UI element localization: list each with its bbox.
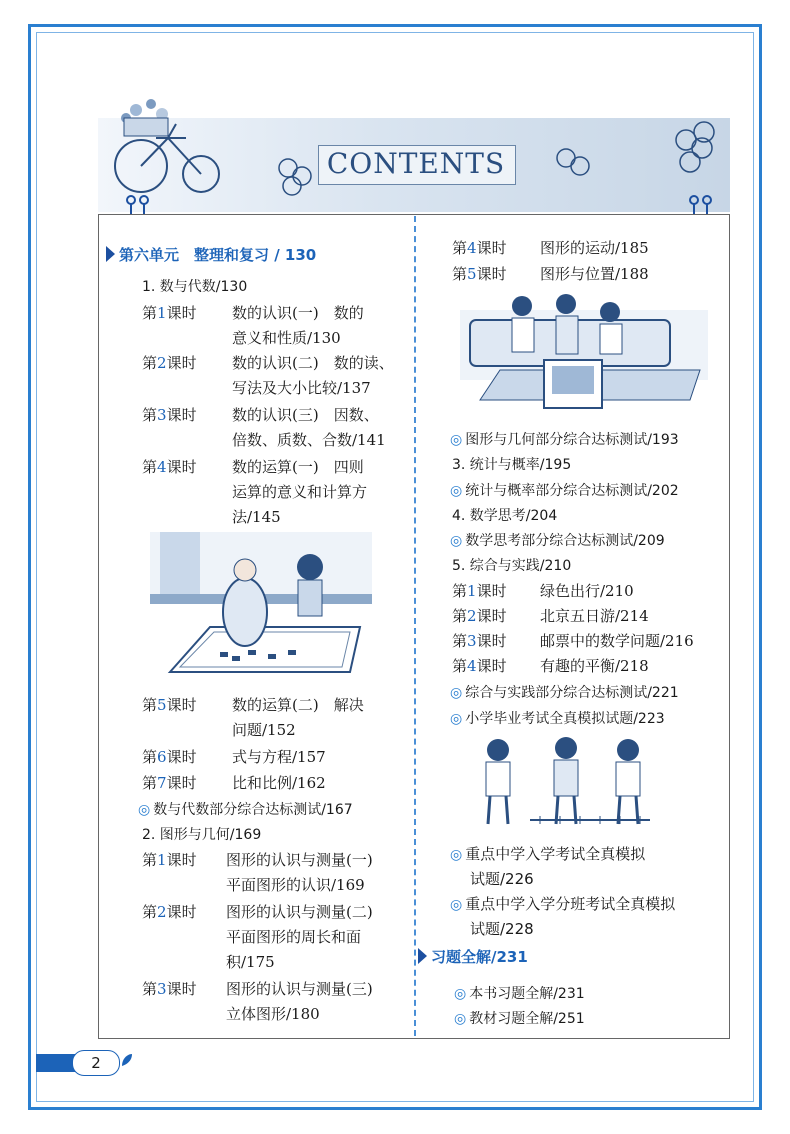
lesson-title: 图形与位置/188 (540, 265, 649, 283)
lesson-title: 图形的认识与测量(三) (226, 980, 373, 998)
target-icon: ◎ (454, 1011, 467, 1027)
test-entry-cont: 试题/226 (470, 870, 534, 888)
test-entry: ◎ 数与代数部分综合达标测试/167 (138, 802, 353, 818)
answer-entry: ◎ 教材习题全解/251 (454, 1011, 585, 1027)
lesson-title: 比和比例/162 (232, 774, 326, 792)
lesson-title: 平面图形的周长和面 (226, 928, 362, 946)
kids-measuring-illustration (470, 736, 656, 832)
lesson-title: 数的认识(三) 因数、 (232, 406, 379, 424)
section-heading: 3. 统计与概率/195 (452, 457, 572, 473)
lesson-title: 法/145 (232, 508, 281, 526)
section-heading: 5. 综合与实践/210 (452, 558, 572, 574)
lesson-title: 数的认识(二) 数的读、 (232, 354, 394, 372)
test-entry: ◎ 重点中学入学分班考试全真模拟 (450, 895, 676, 913)
page-number: 2 (72, 1050, 120, 1076)
lesson-entry: 第1课时 (142, 304, 197, 322)
lesson-title: 数的运算(一) 四则 (232, 458, 364, 476)
footer-bar (36, 1054, 76, 1072)
section-heading: 2. 图形与几何/169 (142, 827, 262, 843)
lesson-title: 图形的认识与测量(二) (226, 903, 373, 921)
lesson-title: 运算的意义和计算方 (232, 483, 368, 501)
lesson-entry: 第4课时 (452, 239, 507, 257)
lesson-title: 倍数、质数、合数/141 (232, 431, 386, 449)
lesson-entry: 第2课时 (142, 903, 197, 921)
section-heading: 4. 数学思考/204 (452, 508, 558, 524)
answer-entry: ◎ 本书习题全解/231 (454, 986, 585, 1002)
lesson-title: 有趣的平衡/218 (540, 657, 649, 675)
teacher-child-illustration (150, 532, 372, 680)
lesson-entry: 第4课时 (142, 458, 197, 476)
test-entry: ◎ 数学思考部分综合达标测试/209 (450, 533, 665, 549)
unit-heading: 第六单元 整理和复习 / 130 (106, 244, 316, 265)
lesson-entry: 第3课时 (142, 980, 197, 998)
target-icon: ◎ (450, 432, 463, 448)
target-icon: ◎ (450, 897, 463, 913)
target-icon: ◎ (450, 847, 463, 863)
lesson-title: 绿色出行/210 (540, 582, 634, 600)
lesson-title: 图形的运动/185 (540, 239, 649, 257)
lesson-title: 北京五日游/214 (540, 607, 649, 625)
lesson-title: 意义和性质/130 (232, 329, 341, 347)
target-icon: ◎ (138, 802, 151, 818)
unit-heading: 习题全解/231 (418, 946, 528, 967)
lesson-entry: 第3课时 (452, 632, 507, 650)
target-icon: ◎ (450, 483, 463, 499)
test-entry: ◎ 综合与实践部分综合达标测试/221 (450, 685, 679, 701)
triangle-icon (418, 948, 427, 964)
test-entry: ◎ 小学毕业考试全真模拟试题/223 (450, 711, 665, 727)
lesson-entry: 第1课时 (142, 851, 197, 869)
target-icon: ◎ (450, 685, 463, 701)
lesson-title: 立体图形/180 (226, 1005, 320, 1023)
target-icon: ◎ (450, 711, 463, 727)
lesson-entry: 第5课时 (452, 265, 507, 283)
lesson-entry: 第3课时 (142, 406, 197, 424)
lesson-entry: 第1课时 (452, 582, 507, 600)
lesson-entry: 第6课时 (142, 748, 197, 766)
page-title: CONTENTS (326, 147, 506, 180)
test-entry-cont: 试题/228 (470, 920, 534, 938)
lesson-title: 式与方程/157 (232, 748, 326, 766)
test-entry: ◎ 统计与概率部分综合达标测试/202 (450, 483, 679, 499)
triangle-icon (106, 246, 115, 262)
lesson-title: 写法及大小比较/137 (232, 379, 371, 397)
lesson-entry: 第4课时 (452, 657, 507, 675)
test-entry: ◎ 图形与几何部分综合达标测试/193 (450, 432, 679, 448)
section-heading: 1. 数与代数/130 (142, 279, 248, 295)
lesson-entry: 第7课时 (142, 774, 197, 792)
lesson-title: 数的认识(一) 数的 (232, 304, 364, 322)
lesson-title: 问题/152 (232, 721, 296, 739)
lesson-title: 积/175 (226, 953, 275, 971)
test-entry: ◎ 重点中学入学考试全真模拟 (450, 845, 646, 863)
lesson-entry: 第2课时 (142, 354, 197, 372)
column-divider (414, 216, 416, 1036)
lesson-title: 图形的认识与测量(一) (226, 851, 373, 869)
lesson-entry: 第5课时 (142, 696, 197, 714)
lesson-entry: 第2课时 (452, 607, 507, 625)
target-icon: ◎ (454, 986, 467, 1002)
leaf-icon (120, 1052, 134, 1068)
lesson-title: 数的运算(二) 解决 (232, 696, 364, 714)
target-icon: ◎ (450, 533, 463, 549)
kids-sofa-illustration (460, 290, 708, 424)
lesson-title: 平面图形的认识/169 (226, 876, 365, 894)
lesson-title: 邮票中的数学问题/216 (540, 632, 694, 650)
